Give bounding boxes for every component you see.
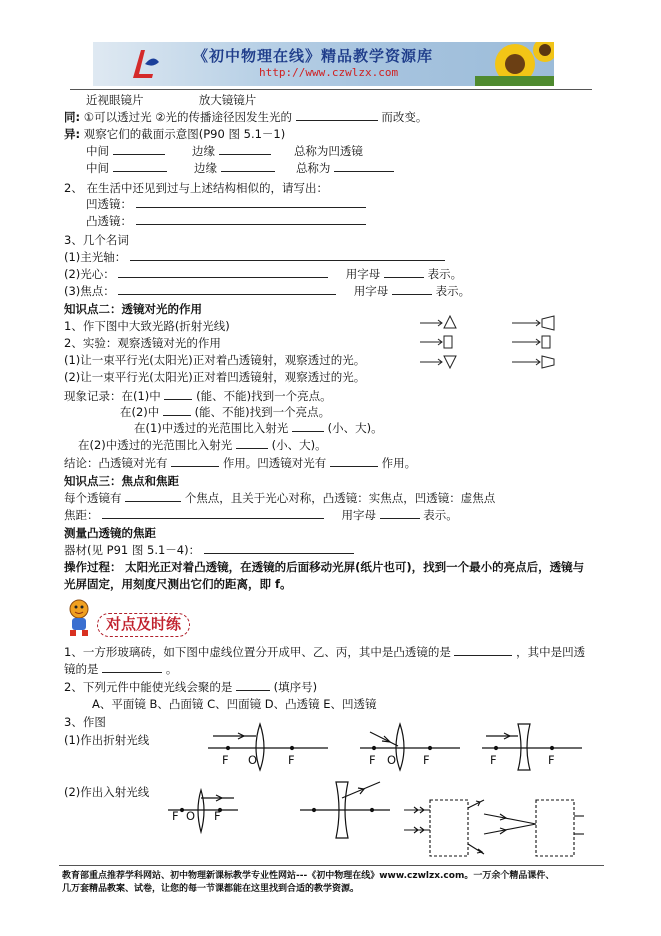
every-lens: 每个透镜有 个焦点，且关于光心对称，凸透镜：实焦点，凹透镜：虚焦点 (64, 491, 496, 505)
procedure-1: 操作过程： 太阳光正对着凸透镜，在透镜的后面移动光屏(纸片也可)，找到一个最小的亮点后，透镜与 (64, 560, 585, 574)
lens-types (86, 92, 256, 108)
blank-equipment[interactable] (204, 542, 354, 554)
blank-edge-1[interactable] (219, 143, 271, 155)
blackbox-figure-2 (484, 798, 584, 860)
concave-sample-label: 近视眼镜片 (86, 93, 144, 107)
blank-record-4[interactable] (236, 437, 268, 449)
practice-3a: (1)作出折射光线 (64, 733, 150, 747)
blank-center[interactable] (118, 266, 328, 278)
question-3: 3、几个名词 (64, 233, 129, 247)
practice-3b: (2)作出入射光线 (64, 785, 150, 799)
record-1: 现象记录：在(1)中 (能、不能)找到一个亮点。 (64, 389, 332, 403)
blank-called-2[interactable] (334, 160, 394, 172)
prism-diagrams (414, 316, 614, 376)
concave-example: 凹透镜： (86, 196, 366, 212)
blank-middle-2[interactable] (113, 160, 167, 172)
focus-label: F (222, 753, 229, 767)
kp2-heading: 知识点二：透镜对光的作用 (64, 302, 202, 316)
sunflower-icon (475, 42, 554, 86)
logo-icon (123, 44, 163, 84)
kp2-item-4: (2)让一束平行光(太阳光)正对着凹透镜射，观察透过的光。 (64, 370, 366, 384)
blank-center-letter[interactable] (384, 266, 424, 278)
blank-converge[interactable] (236, 679, 270, 691)
kp3-heading: 知识点三：焦点和焦距 (64, 474, 179, 488)
blank-concave-piece[interactable] (102, 661, 162, 673)
measure-heading: 测量凸透镜的焦距 (64, 526, 156, 540)
practice-1-cont: 镜的是 。 (64, 662, 178, 676)
record-3: 在(1)中透过的光范围比入射光 (小、大)。 (134, 421, 383, 435)
blank-middle-1[interactable] (113, 143, 165, 155)
blank-convex-example[interactable] (136, 213, 366, 225)
focus-label: F (423, 753, 430, 767)
equipment: 器材(见 P91 图 5.1－4)： (64, 542, 354, 558)
optical-center-label: O (248, 753, 258, 767)
blackbox-figure-1 (404, 798, 494, 860)
blank-concave-example[interactable] (136, 196, 366, 208)
footer-line-1: 教育部重点推荐学科网站、初中物理新课标教学专业性网站---《初中物理在线》www.czwlzx.com。一万余个精品课件、 (62, 871, 555, 881)
cartoon-mascot-icon (62, 597, 96, 637)
practice-3: 3、作图 (64, 715, 106, 729)
record-2: 在(2)中 (能、不能)找到一个亮点。 (120, 405, 331, 419)
optical-center-label: O (387, 753, 397, 767)
blank-convex-piece[interactable] (454, 644, 512, 656)
focus-label: F (369, 753, 376, 767)
blank-focal-letter[interactable] (380, 507, 420, 519)
header-url[interactable]: http://www.czwlzx.com (259, 66, 399, 79)
procedure-2: 光屏固定，用刻度尺测出它们的距离，即 f。 (64, 577, 292, 591)
header-banner (93, 42, 554, 86)
blank-edge-2[interactable] (221, 160, 275, 172)
lens-figure-3 (482, 722, 582, 772)
blank-focus-letter[interactable] (392, 283, 432, 295)
kp2-item-3: (1)让一束平行光(太阳光)正对着凸透镜射，观察透过的光。 (64, 353, 366, 367)
footer-rule (59, 865, 604, 866)
blank-focus[interactable] (118, 283, 336, 295)
blank-record-3[interactable] (292, 420, 324, 432)
convex-sample-label: 放大镜镜片 (198, 93, 257, 107)
term-axis: (1)主光轴： (64, 249, 445, 265)
concave-shape-line: 中间 边缘 总称为凹透镜 (86, 144, 363, 158)
blank-refraction[interactable] (296, 109, 378, 121)
term-focus: (3)焦点： 用字母 表示。 (64, 284, 471, 298)
practice-1: 1、一方形玻璃砖，如下图中虚线位置分开成甲、乙、丙，其中是凸透镜的是 ，其中是凹透 (64, 645, 586, 659)
focus-label: F (214, 809, 221, 823)
focus-label: F (172, 809, 179, 823)
convex-shape-line: 中间 边缘 总称为 (86, 160, 394, 176)
blank-axis[interactable] (130, 249, 445, 261)
term-center: (2)光心： 用字母 表示。 (64, 267, 463, 281)
blank-record-1[interactable] (164, 388, 192, 400)
focus-label: F (490, 753, 497, 767)
blank-focus-count[interactable] (125, 490, 181, 502)
header-title: 《初中物理在线》精品教学资源库 (193, 47, 434, 65)
practice-badge: 对点及时练 (97, 613, 190, 637)
focus-label: F (288, 753, 295, 767)
lens-figure-5 (300, 782, 390, 842)
kp2-item-1: 1、作下图中大致光路(折射光线) (64, 319, 230, 333)
convex-example: 凸透镜： (86, 213, 366, 229)
header-rule (70, 89, 592, 90)
blank-focal-length[interactable] (102, 507, 324, 519)
blank-conclusion-2[interactable] (330, 455, 378, 467)
question-2: 2、 在生活中还见到过与上述结构相似的，请写出： (64, 181, 328, 195)
record-4: 在(2)中透过的光范围比入射光 (小、大)。 (78, 438, 327, 452)
focal-length: 焦距： 用字母 表示。 (64, 508, 458, 522)
kp2-item-2: 2、实验：观察透镜对光的作用 (64, 336, 221, 350)
conclusion: 结论：凸透镜对光有 作用。凹透镜对光有 作用。 (64, 456, 417, 470)
practice-2: 2、下列元件中能使光线会聚的是 (填序号) (64, 680, 318, 694)
focus-label: F (548, 753, 555, 767)
blank-record-2[interactable] (163, 404, 191, 416)
same-line: 同: ①可以透过光 ②光的传播途径因发生光的 而改变。 (64, 110, 428, 124)
footer-line-2: 几万套精品教案、试卷，让您的每一节课都能在这里找到合适的教学资源。 (62, 884, 360, 894)
optical-center-label: O (186, 809, 196, 823)
diff-line: 异: 观察它们的截面示意图(P90 图 5.1－1) (64, 127, 286, 141)
practice-2-options: A、平面镜 B、凸面镜 C、凹面镜 D、凸透镜 E、凹透镜 (92, 697, 377, 711)
blank-conclusion-1[interactable] (171, 455, 219, 467)
